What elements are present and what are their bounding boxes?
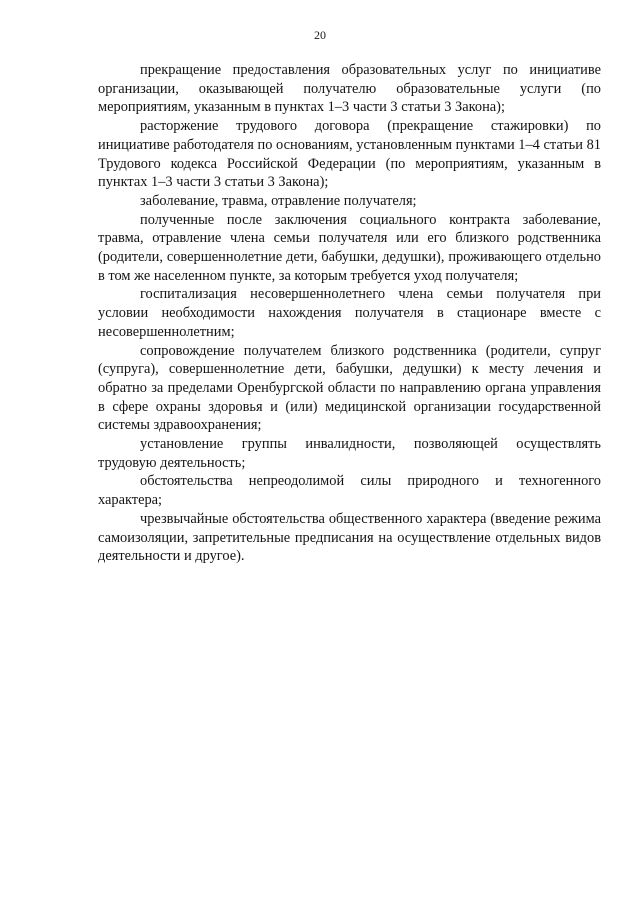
paragraph-education-termination: прекращение предоставления образовательных услуг по инициативе организации, оказывающей получателю образовательные услуги (по мероприятиям, указанным в пунктах 1–3 части 3 статьи 3 Закона); [98,62,601,116]
paragraph-employment-termination: расторжение трудового договора (прекращение стажировки) по инициативе работодателя по основаниям, установленным пунктами 1–4 статьи 81 Трудового кодекса Российской Федерации (по мероприятиям, указанным в пунктах 1–3 части 3 статьи 3 Закона); [98,118,601,191]
paragraph-force-majeure: обстоятельства непреодолимой силы природного и техногенного характера; [98,473,601,509]
paragraph-recipient-illness: заболевание, травма, отравление получателя; [140,192,417,209]
paragraph-family-member-illness: полученные после заключения социального контракта заболевание, травма, отравление члена семьи получателя или его близкого родственника (родители, совершеннолетние дети, бабушки, дедушки), проживающего отдельно в том же населенном пункте, за которым требуется уход получателя; [98,211,601,284]
paragraph-relative-escort: сопровождение получателем близкого родственника (родители, супруг (супруга), совершеннолетние дети, бабушки, дедушки) к месту лечения и обратно за пределами Оренбургской области по направлению органа управления в сфере охраны здоровья и (или) медицинской организации государственной системы здравоохранения; [98,342,601,434]
page-number: 20 [314,28,326,42]
paragraph-disability-group: установление группы инвалидности, позволяющей осуществлять трудовую деятельность; [98,436,601,471]
paragraph-emergency-circumstances: чрезвычайные обстоятельства общественного характера (введение режима самоизоляции, запретительные предписания на осуществление отдельных видов деятельности и другое). [98,510,601,565]
document-body [98,61,601,566]
paragraph-minor-hospitalization: госпитализация несовершеннолетнего члена семьи получателя при условии необходимости нахождения получателя в стационаре вместе с несовершеннолетним; [98,286,601,340]
